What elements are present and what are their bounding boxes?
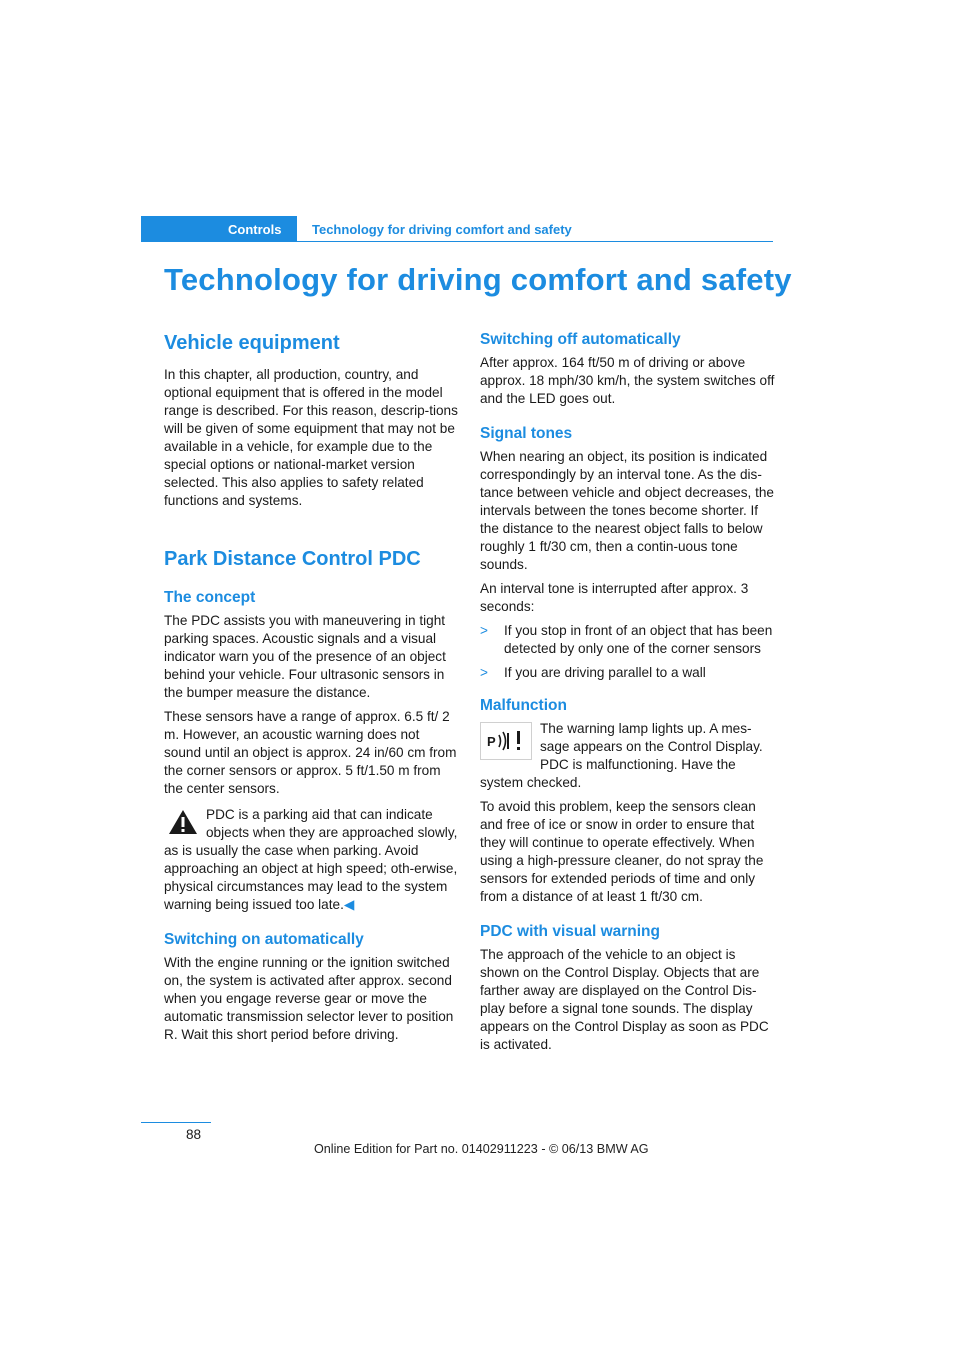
malfunction-note [480,720,776,792]
paragraph-interrupt: An interval tone is interrupted after approx. 3 seconds: [480,581,749,614]
malfunction-text: The warning lamp lights up. A mes-sage appears on the Control Display. PDC is malfunctioning. Have the system checked. [480,721,763,790]
list-item [480,664,776,682]
footer-edition: Online Edition for Part no. 01402911223 - © 06/13 BMW AG [314,1142,649,1156]
svg-text:P: P [487,734,496,749]
warning-note [164,806,460,914]
end-mark: ◀ [343,897,355,912]
heading-switch-off: Switching off automatically [480,331,681,348]
warning-text: PDC is a parking aid that can indicate objects when they are approached slowly, as is usually the case when parking. Avoid approaching an object at high speed; oth-erwise, physical circumstances may lead to the system warning being issued too late. [164,807,458,912]
paragraph-concept: The PDC assists you with maneuvering in tight parking spaces. Acoustic signals and a visual indicator warn you of the presence of an object behind your vehicle. Four ultrasonic sensors in the bumper measure the distance. [164,613,446,700]
bullet-text: If you stop in front of an object that has been detected by only one of the corner sensors [504,623,773,656]
page-number: 88 [186,1127,202,1142]
paragraph-avoid: To avoid this problem, keep the sensors clean and free of ice or snow in order to ensure that they will continue to operate effectively. When using a high-pressure cleaner, do not spray the sensors for extended periods of time and only from a distance of at least 1 ft/30 cm. [480,799,764,904]
bullet-mark: > [480,665,488,680]
bullet-text: If you are driving parallel to a wall [504,665,706,680]
footer-rule [141,1122,211,1123]
heading-signal-tones: Signal tones [480,425,573,442]
heading-visual-warning: PDC with visual warning [480,923,660,940]
paragraph-switch-off: After approx. 164 ft/50 m of driving or above approx. 18 mph/30 km/h, the system switches off and the LED goes out. [480,355,775,406]
page-title: Technology for driving comfort and safety [164,262,792,297]
header-chapter: Technology for driving comfort and safety [312,222,572,237]
right-column [480,330,776,1054]
heading-malfunction: Malfunction [480,697,567,714]
header-rule [297,241,773,242]
heading-concept: The concept [164,589,256,606]
paragraph-vehicle-equipment: In this chapter, all production, country, and optional equipment that is offered in the model range is described. For this reason, descrip-tions will be given of some equipment that may not be available in a vehicle, for example due to the special options or national-market version selected. This also applies to safety related functions and systems. [164,367,458,508]
warning-triangle-icon [168,809,198,835]
paragraph-visual-warning: The approach of the vehicle to an object is shown on the Control Display. Objects that are farther away are displayed on the Control Dis-play before a signal tone sounds. The display appears on the Control Display as soon as PDC is activated. [480,947,769,1052]
left-column [164,330,460,1044]
paragraph-range: These sensors have a range of approx. 6.5 ft/ 2 m. However, an acoustic warning does not sound until an object is approx. 24 in/60 cm from the corner sensors or approx. 5 ft/1.50 m from the center sensors. [164,709,457,796]
bullet-mark: > [480,623,488,638]
list-item [480,622,776,658]
heading-switch-on: Switching on automatically [164,931,364,948]
pdc-warning-lamp-icon [480,722,532,760]
header-section: Controls [228,222,282,237]
heading-pdc: Park Distance Control PDC [164,548,421,570]
paragraph-signal-tones: When nearing an object, its position is indicated correspondingly by an interval tone. As the dis-tance between vehicle and object decreases, the intervals between the tones become shorter. If the distance to the nearest object falls to below roughly 1 ft/30 cm, then a contin-uous tone sounds. [480,449,774,572]
paragraph-switch-on: With the engine running or the ignition switched on, the system is activated after approx. second when you engage reverse gear or move the automatic transmission selector lever to position R. Wait this short period before driving. [164,955,454,1042]
heading-vehicle-equipment: Vehicle equipment [164,332,340,354]
